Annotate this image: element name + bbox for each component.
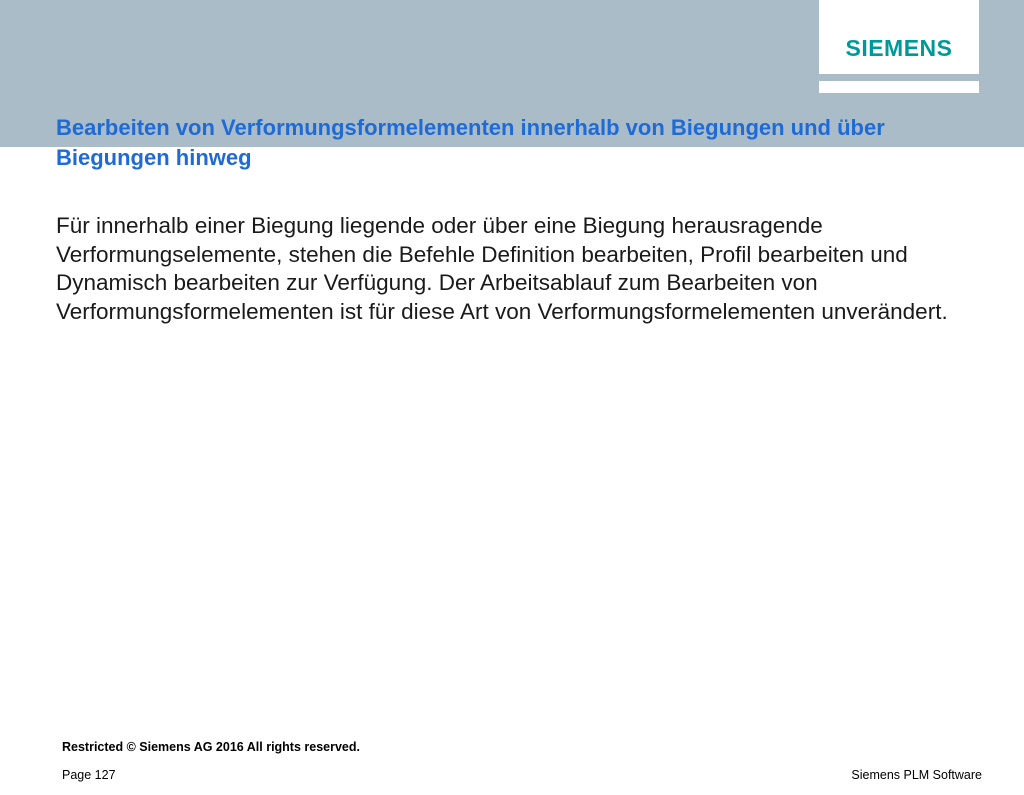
- slide-title: Bearbeiten von Verformungsformelementen innerhalb von Biegungen und über Biegungen hinweg: [56, 115, 885, 170]
- footer-restricted-notice: Restricted © Siemens AG 2016 All rights reserved.: [62, 740, 360, 754]
- siemens-logo-text: SIEMENS: [845, 35, 953, 61]
- footer-page-number: Page 127: [62, 768, 116, 782]
- logo-strip: [819, 81, 979, 93]
- body-paragraph: Für innerhalb einer Biegung liegende oder über eine Biegung herausragende Verformungselemente, stehen die Befehle Definition bearbeiten, Profil bearbeiten und Dynamisch bearbeiten zur Verfügung. Der Arbeitsablauf zum Bearbeiten von Verformungsformelementen ist für diese Art von Verformungsformelementen unverändert.: [56, 213, 948, 324]
- siemens-logo: [819, 0, 979, 74]
- footer-company-name: Siemens PLM Software: [851, 768, 982, 782]
